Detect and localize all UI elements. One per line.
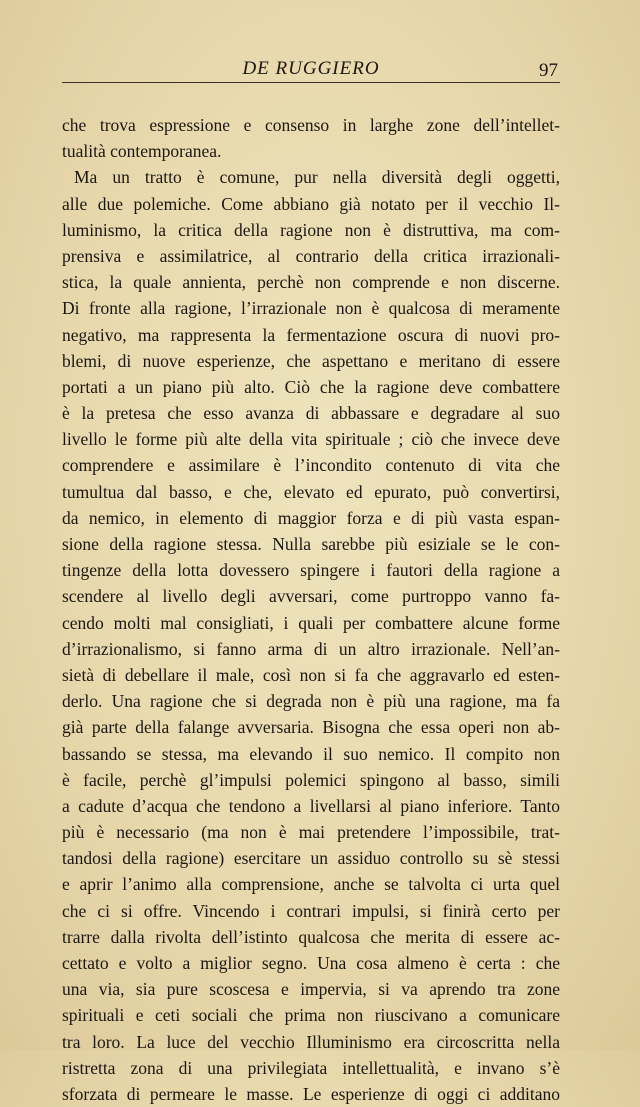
text-line: bassando se stessa, ma elevando il suo nemico. Il compito non xyxy=(62,743,560,764)
text-line: a cadute d’acqua che tendono a livellarsi al piano inferiore. Tanto xyxy=(62,795,560,816)
text-line: tingenze della lotta dovessero spingere i fautori della ragione a xyxy=(62,560,560,581)
text-line: blemi, di nuove esperienze, che aspettano e meritano di essere xyxy=(62,350,560,371)
text-line: negativo, ma rappresenta la fermentazione oscura di nuovi pro- xyxy=(62,324,560,345)
text-line: è facile, perchè gl’impulsi polemici spingono al basso, simili xyxy=(62,769,560,790)
page-number: 97 xyxy=(539,60,558,81)
text-line: scendere al livello degli avversari, come purtroppo vanno fa- xyxy=(62,586,560,607)
text-line: e aprir l’animo alla comprensione, anche se talvolta ci urta quel xyxy=(62,874,560,895)
text-line: ristretta zona di una privilegiata intellettualità, e invano s’è xyxy=(62,1057,560,1078)
text-line: Ma un tratto è comune, pur nella diversità degli oggetti, xyxy=(74,167,560,188)
text-line: già parte della falange avversaria. Bisogna che essa operi non ab- xyxy=(62,717,560,738)
text-line: più è necessario (ma non è mai pretendere l’impossibile, trat- xyxy=(62,822,560,843)
text-line: alle due polemiche. Come abbiano già notato per il vecchio Il- xyxy=(62,193,560,214)
text-line: d’irrazionalismo, si fanno arma di un altro irrazionale. Nell’an- xyxy=(62,638,560,659)
text-line: cettato e volto a miglior segno. Una cosa almeno è certa : che xyxy=(62,953,560,973)
text-line: luminismo, la critica della ragione non è distruttiva, ma com- xyxy=(62,219,560,240)
text-line: prensiva e assimilatrice, al contrario della critica irrazionali- xyxy=(62,245,560,266)
text-line: portati a un piano più alto. Ciò che la ragione deve combattere xyxy=(62,376,560,397)
text-line: tualità contemporanea. xyxy=(62,141,222,162)
text-line: sforzata di permeare le masse. Le esperienze di oggi ci additano xyxy=(62,1083,560,1104)
text-line: comprendere e assimilare è l’incondito contenuto di vita che xyxy=(62,455,560,476)
text-line: livello le forme più alte della vita spirituale ; ciò che invece deve xyxy=(62,429,560,450)
text-line: trarre dalla rivolta dell’istinto qualcosa che merita di essere ac- xyxy=(62,926,560,947)
text-line: cendo molti mal consigliati, i quali per combattere alcune forme xyxy=(62,612,560,633)
text-line: sietà di debellare il male, così non si fa che aggravarlo ed esten- xyxy=(62,664,560,685)
text-line: tumultua dal basso, e che, elevato ed epurato, può convertirsi, xyxy=(62,481,560,502)
text-line: una via, sia pure scoscesa e impervia, si va aprendo tra zone xyxy=(62,979,560,1000)
text-line: derlo. Una ragione che si degrada non è più una ragione, ma fa xyxy=(62,691,560,712)
text-line: da nemico, in elemento di maggior forza e di più vasta espan- xyxy=(62,507,560,528)
text-line: che ci si offre. Vincendo i contrari impulsi, si finirà certo per xyxy=(62,900,560,921)
header-rule xyxy=(62,82,560,83)
running-head xyxy=(62,55,560,83)
running-title: DE RUGGIERO xyxy=(242,58,380,79)
text-line: tandosi della ragione) esercitare un assiduo controllo su sè stessi xyxy=(62,848,560,869)
text-line: che trova espressione e consenso in larghe zone dell’intellet- xyxy=(62,115,560,135)
text-line: Di fronte alla ragione, l’irrazionale non è qualcosa di meramente xyxy=(62,298,560,319)
text-line: sione della ragione stessa. Nulla sarebbe più esiziale se le con- xyxy=(62,534,560,554)
body-text xyxy=(62,112,560,1107)
text-line: è la pretesa che esso avanza di abbassare e degradare al suo xyxy=(62,403,560,424)
text-line: stica, la quale annienta, perchè non comprende e non discerne. xyxy=(62,272,560,293)
text-line: spirituali e ceti sociali che prima non riuscivano a comunicare xyxy=(62,1005,560,1026)
text-line: tra loro. La luce del vecchio Illuminismo era circoscritta nella xyxy=(62,1031,560,1052)
